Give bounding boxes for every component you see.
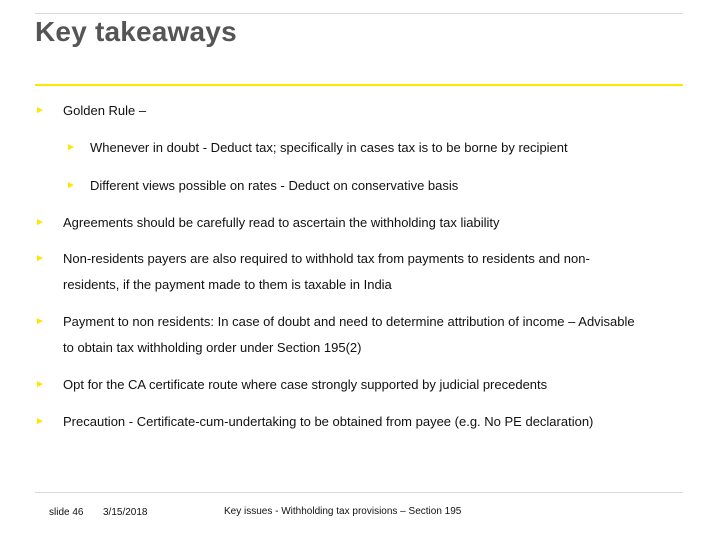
bullet-item bbox=[0, 369, 720, 400]
bullet-item bbox=[0, 406, 720, 437]
bullet-text: Precaution - Certificate-cum-undertaking to be obtained from payee (e.g. No PE declaration) bbox=[63, 414, 594, 429]
bullet-text: Golden Rule – bbox=[63, 103, 147, 118]
bullet-text-line-1: Payment to non residents: In case of doubt and need to determine attribution of income – Advisable bbox=[63, 314, 635, 329]
bullet-item bbox=[0, 95, 720, 126]
sub-bullet-item bbox=[0, 132, 720, 163]
triangle-right-icon: ► bbox=[66, 142, 76, 153]
triangle-right-icon: ► bbox=[35, 217, 45, 228]
slide-number: slide 46 bbox=[49, 507, 84, 518]
triangle-right-icon: ► bbox=[35, 253, 45, 264]
bullet-text-line-2: to obtain tax withholding order under Section 195(2) bbox=[63, 340, 362, 355]
slide-title: Key takeaways bbox=[35, 16, 237, 47]
triangle-right-icon: ► bbox=[35, 316, 45, 327]
triangle-right-icon: ► bbox=[66, 180, 76, 191]
triangle-right-icon: ► bbox=[35, 105, 45, 116]
sub-bullet-item bbox=[0, 170, 720, 201]
bullet-text: Agreements should be carefully read to ascertain the withholding tax liability bbox=[63, 215, 500, 230]
slide-date: 3/15/2018 bbox=[103, 507, 148, 518]
bullet-text: Whenever in doubt - Deduct tax; specifically in cases tax is to be borne by recipient bbox=[90, 140, 568, 155]
bullet-text: Opt for the CA certificate route where case strongly supported by judicial precedents bbox=[63, 377, 548, 392]
footer-caption: Key issues - Withholding tax provisions – Section 195 bbox=[224, 506, 462, 517]
triangle-right-icon: ► bbox=[35, 379, 45, 390]
bullet-item bbox=[0, 243, 720, 305]
bullet-item bbox=[0, 306, 720, 368]
bullet-text-line-1: Non-residents payers are also required to withhold tax from payments to residents and non- bbox=[63, 251, 590, 266]
bullet-text: Different views possible on rates - Deduct on conservative basis bbox=[90, 178, 459, 193]
bullet-item bbox=[0, 207, 720, 238]
bullet-text-line-2: residents, if the payment made to them is taxable in India bbox=[63, 277, 392, 292]
triangle-right-icon: ► bbox=[35, 416, 45, 427]
footer-divider bbox=[35, 492, 683, 493]
